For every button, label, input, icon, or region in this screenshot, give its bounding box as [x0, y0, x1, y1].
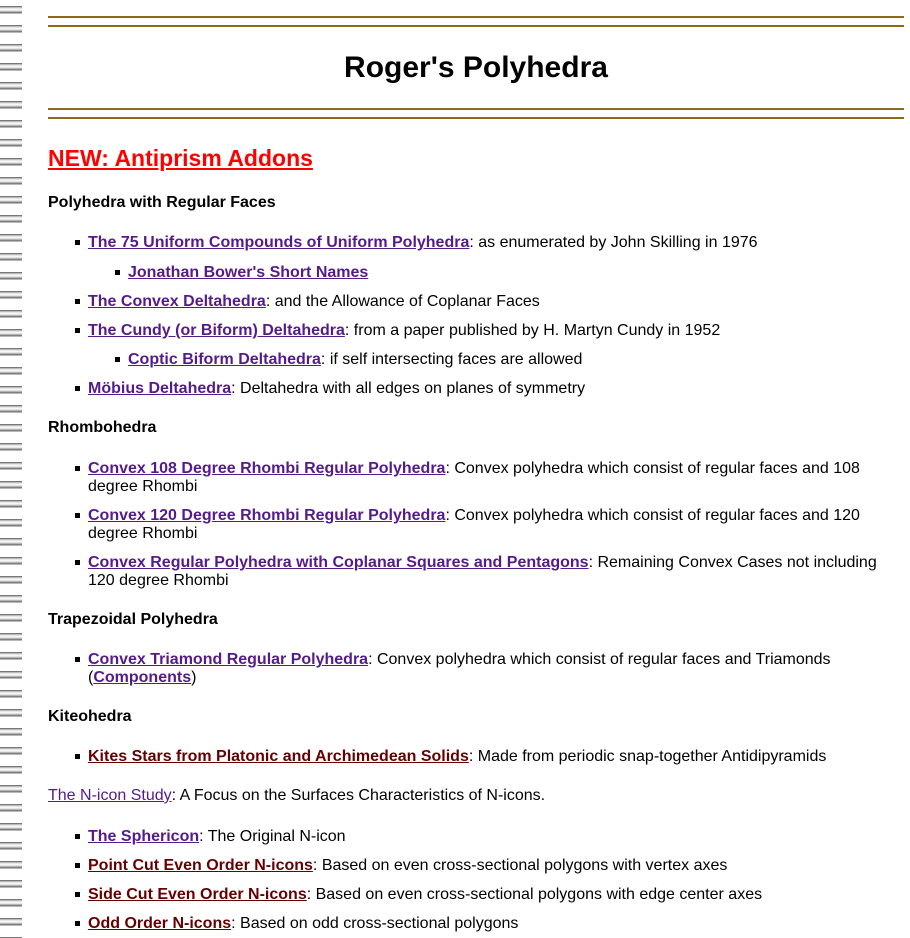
header-rule-top-2 — [48, 25, 904, 27]
mobius-deltahedra-link[interactable]: Möbius Deltahedra — [88, 380, 232, 397]
list-item — [128, 264, 828, 282]
page-title: Roger's Polyhedra — [344, 51, 608, 84]
odd-order-nicons-desc: : Based on odd cross-sectional polygons — [231, 915, 519, 932]
list-item — [88, 915, 888, 933]
odd-order-nicons-link[interactable]: Odd Order N-icons — [88, 915, 232, 932]
cundy-deltahedra-link[interactable]: The Cundy (or Biform) Deltahedra — [88, 322, 345, 339]
section-rhombohedra: Rhombohedra — [48, 419, 157, 436]
coplanar-squares-pentagons-link[interactable]: Convex Regular Polyhedra with Coplanar Squares and Pentagons — [88, 554, 589, 571]
list-item — [88, 507, 888, 543]
triamond-desc: : Convex polyhedra which consist of regular faces and Triamonds — [368, 651, 831, 668]
sphericon-desc: : The Original N-icon — [199, 828, 346, 845]
list-item — [88, 234, 888, 252]
header-rule-bottom-1 — [48, 108, 904, 110]
list-item — [88, 886, 888, 904]
triamond-paren-open: ( — [88, 669, 94, 686]
mobius-deltahedra-desc: : Deltahedra with all edges on planes of symmetry — [231, 380, 586, 397]
uniform-compounds-desc: : as enumerated by John Skilling in 1976 — [469, 234, 758, 251]
list-item — [88, 748, 888, 766]
list-item — [88, 293, 888, 311]
point-cut-nicons-link[interactable]: Point Cut Even Order N-icons — [88, 857, 313, 874]
side-cut-nicons-desc: : Based on even cross-sectional polygons with edge center axes — [306, 886, 763, 903]
header-rule-bottom-2 — [48, 117, 904, 119]
rhombi-120-desc: : Convex polyhedra which consist of regular faces and 120 degree Rhombi — [88, 507, 860, 542]
cundy-deltahedra-desc: : from a paper published by H. Martyn Cundy in 1952 — [344, 322, 721, 339]
list-item — [128, 351, 888, 369]
components-link[interactable]: Components — [93, 669, 192, 686]
triamond-paren-close: ) — [191, 669, 197, 686]
rhombi-120-link[interactable]: Convex 120 Degree Rhombi Regular Polyhedra — [88, 507, 446, 524]
uniform-compounds-link[interactable]: The 75 Uniform Compounds of Uniform Polyhedra — [88, 234, 470, 251]
list-item — [88, 322, 888, 340]
section-kiteohedra: Kiteohedra — [48, 708, 132, 725]
list-item — [88, 460, 888, 496]
new-antiprism-addons-link[interactable]: NEW: Antiprism Addons — [48, 145, 313, 171]
coplanar-squares-pentagons-desc: : Remaining Convex Cases not including 120 degree Rhombi — [88, 554, 877, 589]
side-cut-nicons-link[interactable]: Side Cut Even Order N-icons — [88, 886, 307, 903]
section-trapezoidal: Trapezoidal Polyhedra — [48, 611, 218, 628]
list-item — [88, 554, 898, 590]
list-item — [88, 651, 888, 687]
kites-stars-desc: : Made from periodic snap-together Antidipyramids — [468, 748, 827, 765]
triamond-link[interactable]: Convex Triamond Regular Polyhedra — [88, 651, 369, 668]
list-item — [88, 857, 888, 875]
header-rule-top-1 — [48, 16, 904, 18]
bower-short-names-link[interactable]: Jonathan Bower's Short Names — [128, 264, 369, 281]
rhombi-108-desc: : Convex polyhedra which consist of regular faces and 108 degree Rhombi — [88, 460, 860, 495]
nicon-study-line — [48, 787, 898, 805]
convex-deltahedra-link[interactable]: The Convex Deltahedra — [88, 293, 266, 310]
section-regular-faces: Polyhedra with Regular Faces — [48, 194, 276, 211]
point-cut-nicons-desc: : Based on even cross-sectional polygons with vertex axes — [312, 857, 728, 874]
rhombi-108-link[interactable]: Convex 108 Degree Rhombi Regular Polyhedra — [88, 460, 446, 477]
coptic-biform-link[interactable]: Coptic Biform Deltahedra — [128, 351, 321, 368]
sphericon-link[interactable]: The Sphericon — [88, 828, 200, 845]
list-item — [88, 828, 888, 846]
nicon-study-desc: : A Focus on the Surfaces Characteristics of N-icons. — [171, 787, 546, 804]
binder-edge — [22, 0, 30, 938]
kites-stars-link[interactable]: Kites Stars from Platonic and Archimedean Solids — [88, 748, 469, 765]
convex-deltahedra-desc: : and the Allowance of Coplanar Faces — [265, 293, 540, 310]
coptic-biform-desc: : if self intersecting faces are allowed — [320, 351, 583, 368]
list-item — [88, 380, 888, 398]
nicon-study-link[interactable]: The N-icon Study — [48, 787, 172, 804]
